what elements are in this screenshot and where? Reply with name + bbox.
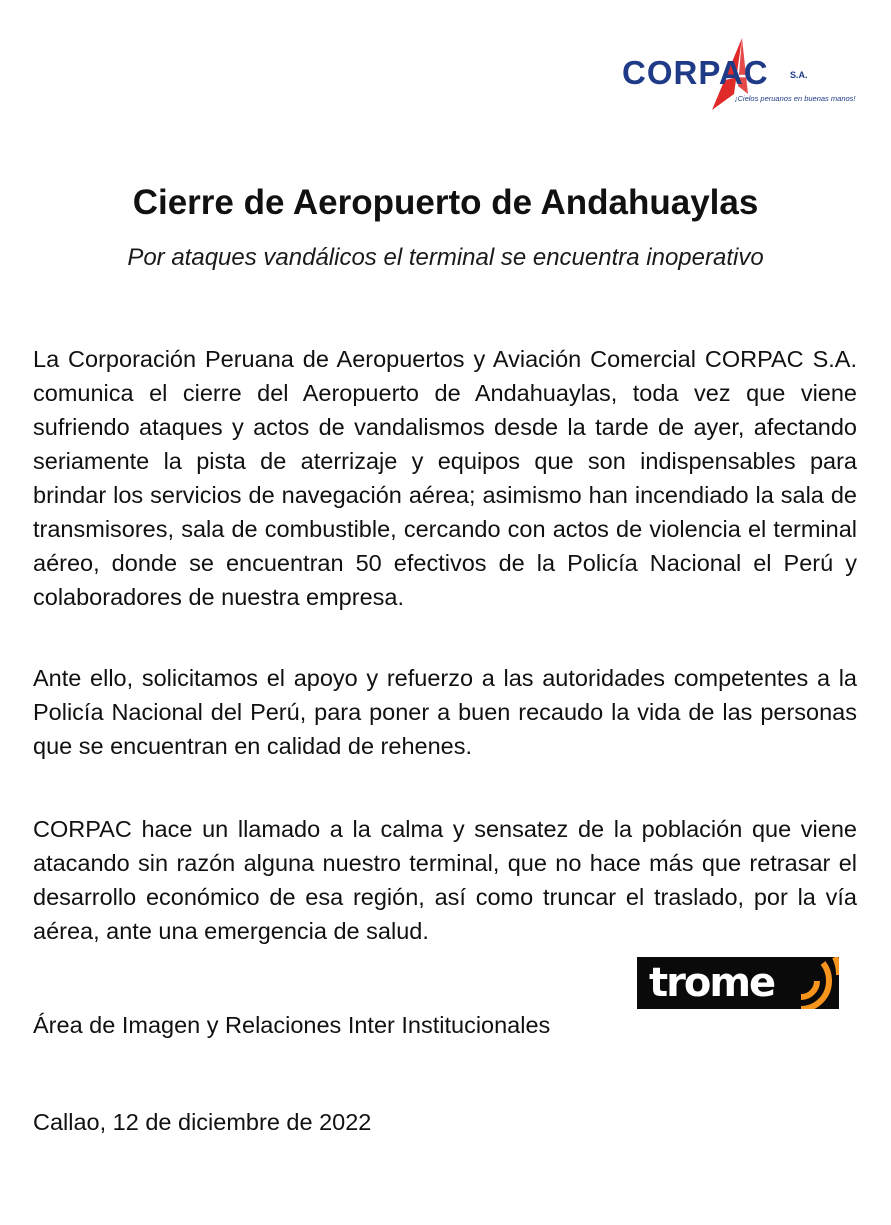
paragraph-request-support: Ante ello, solicitamos el apoyo y refuerzo a las autoridades competentes a la Policía Nacional del Perú, para poner a buen recaudo la vida de las personas que se encuentran en calidad de rehenes. (33, 665, 857, 759)
trome-wordmark: trome (649, 960, 775, 1006)
paragraph-closure: La Corporación Peruana de Aeropuertos y Aviación Comercial CORPAC S.A. comunica el cierre del Aeropuerto de Andahuaylas, toda vez que viene sufriendo ataques y actos de vandalismos desde la tarde de ayer, afectando seriamente la pista de aterrizaje y equipos que son indispensables para brindar los servicios de navegación aérea; asimismo han incendiado la sala de transmisores, sala de combustible, cercando con actos de violencia el terminal aéreo, donde se encuentran 50 efectivos de la Policía Nacional el Perú y colaboradores de nuestra empresa. (33, 346, 857, 610)
document-title: Cierre de Aeropuerto de Andahuaylas (132, 183, 759, 222)
signature-department: Área de Imagen y Relaciones Inter Institucionales (33, 1012, 551, 1038)
corpac-suffix: S.A. (790, 70, 808, 80)
paragraph-call-for-calm: CORPAC hace un llamado a la calma y sensatez de la población que viene atacando sin razón alguna nuestro terminal, que no hace más que retrasar el desarrollo económico de esa región, así como truncar el traslado, por la vía aérea, ante una emergencia de salud. (33, 816, 857, 944)
document-subtitle: Por ataques vandálicos el terminal se encuentra inoperativo (127, 244, 764, 271)
corpac-logo (620, 36, 860, 112)
corpac-wordmark: CORPAC (622, 54, 769, 91)
corpac-tagline: ¡Cielos peruanos en buenas manos! (735, 94, 856, 103)
dateline: Callao, 12 de diciembre de 2022 (33, 1109, 372, 1135)
signal-waves-icon (795, 957, 839, 1009)
trome-watermark (637, 957, 839, 1009)
